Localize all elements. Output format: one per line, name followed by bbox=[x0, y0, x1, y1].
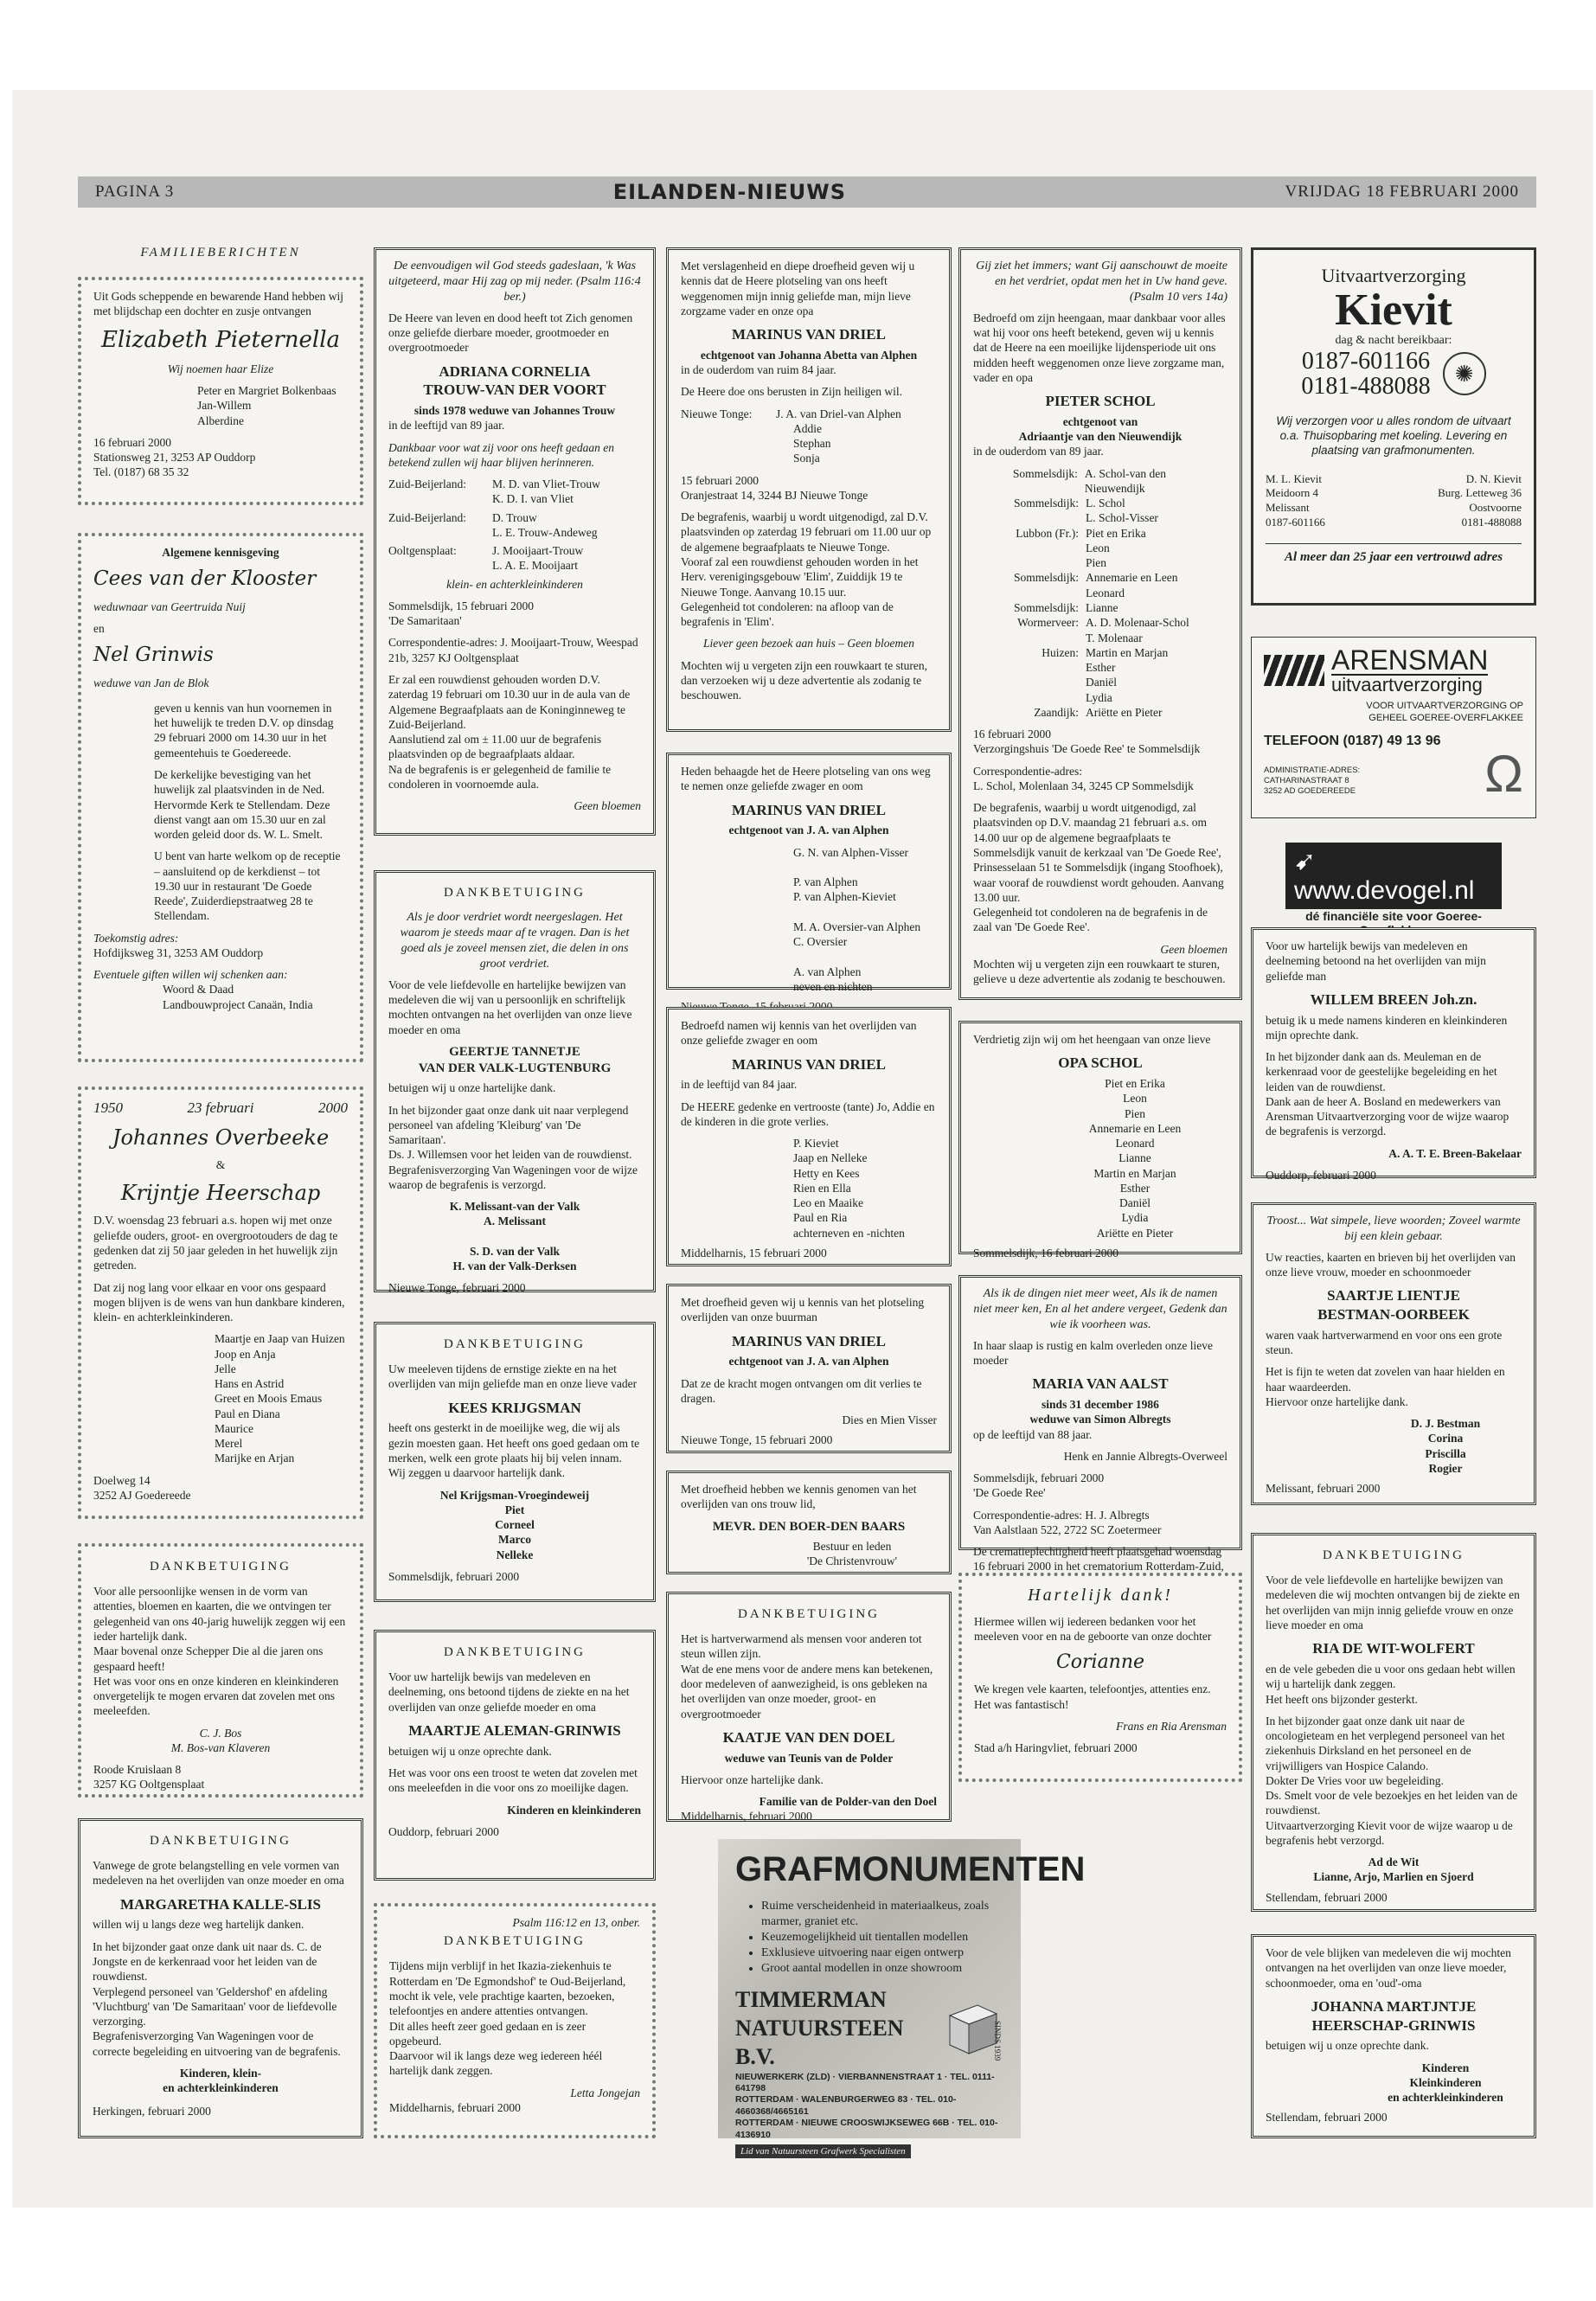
deceased-name: MEVR. DEN BOER-DEN BAARS bbox=[712, 1519, 906, 1534]
family-place: Zaandijk: bbox=[1034, 705, 1079, 719]
ad-text: De kerkelijke bevestiging van het huwelijk zal plaatsvinden in de Ned. Hervormde Kerk te Stellendam. Deze dienst vangt aan om 15.30 uur en zal worden geleid door ds. W. L. Smelt. bbox=[154, 768, 330, 842]
quote: Als je door verdriet wordt neergeslagen. Het waarom je steeds maar af te vragen. Dan is het goed als je zoveel mensen ziet, die delen in ons groot verdriet. bbox=[400, 911, 630, 971]
signature: Dies en Mien Visser bbox=[842, 1413, 937, 1427]
ad-heading: DANKBETUIGING bbox=[444, 886, 586, 900]
ad-text: Geen bloemen bbox=[1160, 942, 1227, 956]
ad-heading: Algemene kennisgeving bbox=[162, 546, 279, 559]
place-date: Melissant, februari 2000 bbox=[1266, 1482, 1381, 1496]
place-date: Nieuwe Tonge, 15 februari 2000 bbox=[681, 1433, 833, 1447]
ad-text: Wij noemen haar Elize bbox=[167, 362, 274, 375]
ad-text: De Heere van leven en dood heeft tot Zich genomen onze geliefde dierbare moeder, grootmoeder en overgrootmoeder bbox=[388, 311, 633, 355]
ad-text: Er zal een rouwdienst gehouden worden D.V. zaterdag 19 februari om 10.30 uur in de aula van de Algemene Begraafplaats aan de Koninginneweg te Zuid-Beijerland. Aanslutiend zal om ± 11.00 uur de begrafenis plaatsvinden op de begraafplaats aldaar. Na de begrafenis is er gelegenheid de familie te condoleren in voornoemde aula. bbox=[388, 673, 631, 791]
ad-subtitle: sinds 1978 weduwe van Johannes Trouw bbox=[413, 404, 616, 418]
ad-subtitle: echtgenoot van J. A. van Alphen bbox=[728, 1355, 889, 1368]
ad-text: Voor de vele liefdevolle en hartelijke bewijzen van medeleven die wij van u persoonlijk en schriftelijk mochten ontvangen na het overlijden van onze lieve moeder en oma bbox=[388, 977, 632, 1036]
arrow-logo-icon: ➹ bbox=[1294, 847, 1317, 875]
company-name: ARENSMAN bbox=[1331, 644, 1489, 676]
death-notice bbox=[666, 1007, 952, 1266]
devogel-banner[interactable] bbox=[1285, 843, 1502, 909]
ad-title: Uitvaartverzorging bbox=[1321, 265, 1466, 286]
ad-text: betuigen wij u onze oprechte dank. bbox=[388, 1744, 552, 1758]
place-date: Stellendam, februari 2000 bbox=[1266, 1890, 1388, 1904]
ad-heading: DANKBETUIGING bbox=[150, 1560, 292, 1574]
ad-text: Met droefheid hebben we kennis genomen van het overlijden van ons trouw lid, bbox=[681, 1483, 917, 1511]
ad-heading: DANKBETUIGING bbox=[444, 1645, 586, 1659]
bird-logo-icon: ✺ bbox=[1443, 352, 1486, 395]
ad-text: Mochten wij u vergeten zijn een rouwkaart te sturen, gelieve u deze advertentie als zodanig te beschouwen. bbox=[973, 957, 1226, 986]
ad-address: M. L. Kievit Meidoorn 4 Melissant 0187-601166 bbox=[1266, 471, 1325, 529]
ad-text: Met verslagenheid en diepe droefheid geven wij u kennis dat de Heere plotseling van ons heeft weggenomen mijn innig geliefde man, mijn lieve zorgzame vader en onze opa bbox=[681, 260, 915, 317]
ad-text: in de ouderdom van 89 jaar. bbox=[973, 445, 1104, 458]
thanks-notice bbox=[374, 870, 656, 1295]
ad-date: 16 februari 2000 bbox=[93, 435, 171, 449]
deceased-name: MARINUS VAN DRIEL bbox=[732, 801, 886, 818]
ad-since: SINDS 1939 bbox=[993, 2021, 1002, 2061]
thanks-notice bbox=[1251, 1202, 1536, 1505]
family-place: Nieuwe Tonge: bbox=[681, 407, 753, 420]
deceased-name: OPA SCHOL bbox=[1058, 1054, 1143, 1072]
ad-text: betuigen wij u onze oprechte dank. bbox=[1266, 2039, 1429, 2053]
ad-bullet: • Exklusieve uitvoering naar eigen ontwerp bbox=[761, 1945, 1003, 1961]
ad-text: U bent van harte welkom op de receptie – aansluitend op de kerkdienst – tot 19.30 uur in restaurant 'De Goede Reede', Zuiderdiepstraatweg 28 te Stellendam. bbox=[154, 849, 341, 923]
ad-text: De begrafenis, waarbij u wordt uitgenodigd, zal plaatsvinden op D.V. maandag 21 februari a.s. om 14.00 uur op de algemene begraafplaats te Sommelsdijk vanuit de kerkzaal van 'De Goede Ree', Prinsesselaan 51 te Sommelsdijk (ingang Stoofhoek), waar vooraf de rouwdienst wordt gehouden. Aanvang 13.00 uur. Gelegenheid tot condoleren na de begrafenis in de zaal van 'De Goede Ree'. bbox=[973, 801, 1224, 934]
signature: Ad de Wit Lianne, Arjo, Marlien en Sjoerd bbox=[1313, 1856, 1474, 1884]
ad-heading: DANKBETUIGING bbox=[150, 1834, 292, 1848]
signature: K. Melissant-van der Valk A. Melissant S. D. van der Valk H. van der Valk-Derksen bbox=[449, 1200, 580, 1273]
ad-text: Liever geen bezoek aan huis – Geen bloemen bbox=[702, 637, 915, 651]
signature: Bestuur en leden 'De Christenvrouw' bbox=[806, 1539, 898, 1567]
signature: D. J. Bestman Corina Priscilla Rogier bbox=[1410, 1417, 1481, 1475]
ad-slogan: Al meer dan 25 jaar een vertrouwd adres bbox=[1266, 543, 1522, 566]
family-place: Sommelsdijk: bbox=[1013, 497, 1079, 510]
ad-address: D. N. Kievit Burg. Letteweg 36 Oostvoorne 0181-488088 bbox=[1438, 471, 1522, 529]
death-notice bbox=[374, 247, 656, 836]
family-names: A. Schol-van den Nieuwendijk bbox=[1084, 466, 1166, 495]
anniversary-date: 23 februari bbox=[187, 1099, 254, 1116]
signature: C. J. Bos M. Bos-van Klaveren bbox=[170, 1726, 271, 1754]
phone-number: 0181-488088 bbox=[1301, 373, 1431, 401]
family-names: Annemarie en Leen Leonard bbox=[1086, 571, 1178, 599]
place-date: Ouddorp, februari 2000 bbox=[388, 1824, 499, 1838]
ad-subtitle: uitvaartverzorging bbox=[1331, 674, 1488, 695]
thanks-notice bbox=[78, 1543, 363, 1798]
ad-text: Uw meeleven tijdens de ernstige ziekte en na het overlijden van mijn geliefde man en onze lieve vader bbox=[388, 1362, 638, 1391]
masthead: EILANDEN-NIEUWS bbox=[612, 180, 847, 204]
death-notice bbox=[666, 1471, 952, 1574]
bride-name: Nel Grinwis bbox=[93, 644, 214, 667]
family-list: P. Kieviet Jaap en Nelleke Hetty en Kees Rien en Ella Leo en Maaike Paul en Ria achterneven en -nichten bbox=[793, 1137, 905, 1240]
ad-text: Vanwege de grote belangstelling en vele vormen van medeleven na het overlijden van onze moeder en oma bbox=[93, 1859, 344, 1888]
ad-text: willen wij u langs deze weg hartelijk danken. bbox=[93, 1918, 304, 1932]
family-list: G. N. van Alphen-Visser P. van Alphen P. van Alphen-Kieviet M. A. Oversier-van Alphen C. Oversier A. van Alphen neven en nichten bbox=[793, 845, 921, 993]
ad-text: Geen bloemen bbox=[574, 799, 641, 813]
place-date: Sommelsdijk, februari 2000 bbox=[388, 1569, 520, 1583]
ad-address: Hofdijksweg 31, 3253 AM Ouddorp bbox=[93, 945, 264, 959]
ad-subtitle: echtgenoot van J. A. van Alphen bbox=[728, 824, 889, 837]
family-place: Sommelsdijk: bbox=[1012, 466, 1078, 480]
signature: Henk en Jannie Albregts-Overweel bbox=[1063, 1449, 1227, 1463]
family-names: D. Trouw L. E. Trouw-Andeweg bbox=[492, 510, 598, 539]
ad-subtitle: echtgenoot van Adriaantje van den Nieuwendijk bbox=[1018, 414, 1183, 444]
issue-date: VRIJDAG 18 FEBRUARI 2000 bbox=[1285, 183, 1519, 201]
family-place: Ooltgensplaat: bbox=[388, 544, 457, 558]
ad-text: betuig ik u mede namens kinderen en kleinkinderen mijn oprechte dank. bbox=[1266, 1013, 1508, 1042]
family-place: Sommelsdijk: bbox=[1013, 600, 1079, 614]
ad-address: Doelweg 14 3252 AJ Goedereede bbox=[93, 1473, 191, 1502]
arensman-ad bbox=[1251, 637, 1536, 818]
ad-text: geven u kennis van hun voornemen in het huwelijk te treden D.V. op dinsdag 29 februari 2000 om 14.30 uur in het gemeentehuis te Goedereede. bbox=[154, 701, 334, 760]
family-place: Zuid-Beijerland: bbox=[388, 510, 466, 524]
family-names: Addie Stephan Sonja bbox=[793, 421, 831, 465]
family-names: L. Schol L. Schol-Visser bbox=[1086, 497, 1158, 525]
signature: Nel Krijgsman-Vroegindeweij Piet Corneel Marco Nelleke bbox=[439, 1488, 590, 1561]
death-notice bbox=[958, 247, 1242, 1000]
place-date: Stellendam, februari 2000 bbox=[1266, 2111, 1388, 2125]
place-date: Herkingen, februari 2000 bbox=[93, 2105, 211, 2118]
place-date: 16 februari 2000 Verzorgingshuis 'De Goede Ree' te Sommelsdijk bbox=[973, 727, 1201, 756]
ad-bullet: • Groot aantal modellen in onze showroom bbox=[761, 1961, 1003, 1977]
place-date: Middelharnis, februari 2000 bbox=[681, 1810, 812, 1823]
ad-heading: DANKBETUIGING bbox=[444, 1934, 586, 1949]
ad-text: In het bijzonder gaat onze dank uit naar verplegend personeel van afdeling 'Kleiburg' van 'De Samaritaan'. Ds. J. Willemsen voor het leiden van de rouwdienst. Begrafenisverzorging Van Wageningen voor de wijze waarop de begrafenis is verzorgd. bbox=[388, 1103, 638, 1191]
ad-subtitle: sinds 31 december 1986 weduwe van Simon Albregts bbox=[1029, 1398, 1171, 1426]
ad-text: Eventuele giften willen wij schenken aan: bbox=[93, 968, 288, 982]
ad-address: Correspondentie-adres: J. Mooijaart-Trouw, Weespad 21b, 3257 KJ Ooltgensplaat bbox=[388, 636, 638, 664]
ad-text: Hiervoor onze hartelijke dank. bbox=[681, 1772, 824, 1786]
deceased-name: WILLEM BREEN Joh.zn. bbox=[1310, 990, 1477, 1008]
birth-announcement bbox=[78, 277, 363, 505]
ad-address: Roode Kruislaan 8 3257 KG Ooltgensplaat bbox=[93, 1763, 205, 1791]
ad-text: Voor de vele blijken van medeleven die wij mochten ontvangen na het overlijden van onze lieve moeder, schoonmoeder, oma en 'oud'-oma bbox=[1266, 1946, 1511, 1990]
ad-subtitle: weduwe van Teunis van de Polder bbox=[724, 1751, 894, 1765]
death-notice bbox=[666, 247, 952, 732]
ad-heading: Hartelijk dank! bbox=[1028, 1586, 1173, 1605]
devogel-ad bbox=[1285, 843, 1502, 937]
ad-text: Dat zij nog lang voor elkaar en voor ons gespaard mogen blijven is de wens van hun dankbare kinderen, klein- en achterkleinkinderen. bbox=[93, 1280, 345, 1324]
ad-text: betuigen wij u onze hartelijke dank. bbox=[388, 1081, 556, 1095]
deceased-name: GEERTJE TANNETJE VAN DER VALK-LUGTENBURG bbox=[418, 1044, 612, 1076]
deceased-name: KEES KRIJGSMAN bbox=[448, 1399, 581, 1416]
death-notice bbox=[958, 1021, 1242, 1259]
ad-address: Stationsweg 21, 3253 AP Ouddorp Tel. (0187) 68 35 32 bbox=[93, 451, 256, 479]
quote: Dankbaar voor wat zij voor ons heeft gedaan en betekend zullen wij haar blijven herinneren. bbox=[388, 440, 614, 469]
ad-text: Bedroefd namen wij kennis van het overlijden van onze geliefde zwager en oom bbox=[681, 1019, 917, 1048]
family-list: Piet en Erika Leon Pien Annemarie en Leen Leonard Lianne Martin en Marjan Esther Daniël Lydia Ariëtte en Pieter bbox=[1088, 1077, 1182, 1240]
family-list: Maartje en Jaap van Huizen Joop en Anja Jelle Hans en Astrid Greet en Moois Emaus Paul en Diana Maurice Merel Marijke en Arjan bbox=[215, 1332, 345, 1465]
ad-address: Correspondentie-adres: H. J. Albregts Van Aalstlaan 522, 2722 SC Zoetermeer bbox=[973, 1508, 1162, 1536]
ad-address: ADMINISTRATIE-ADRES: CATHARINASTRAAT 8 3252 AD GOEDEREEDE bbox=[1264, 766, 1361, 797]
ad-bullet: • Ruime verscheidenheid in materiaalkeus, zoals marmer, graniet etc. bbox=[761, 1899, 1003, 1930]
phone-number: 0187-601166 bbox=[1301, 348, 1431, 375]
deceased-name: SAARTJE LIENTJE BESTMAN-OORBEEK bbox=[1317, 1287, 1470, 1324]
death-notice bbox=[666, 753, 952, 993]
signature: Kinderen en kleinkinderen bbox=[507, 1803, 641, 1817]
husband-name: Johannes Overbeeke bbox=[112, 1125, 330, 1150]
ad-text: Dat ze de kracht mogen ontvangen om dit verlies te dragen. bbox=[681, 1376, 922, 1405]
ad-text: Tijdens mijn verblijf in het Ikazia-ziekenhuis te Rotterdam en 'De Egmondshof' te Oud-Beijerland, mocht ik vele, vele prachtige kaarten, bezoeken, telefoontjes en andere attenties ontvangen. Dit alles heeft zeer goed gedaan en is zeer opgebeurd. Daarvoor wil ik langs deze weg iedereen héél hartelijk dank zeggen. bbox=[389, 1959, 626, 2078]
deceased-name: MARINUS VAN DRIEL bbox=[732, 1055, 886, 1073]
ad-text: klein- en achterkleinkinderen bbox=[446, 577, 583, 591]
column-2 bbox=[374, 242, 656, 2180]
ad-text: dag & nacht bereikbaar: bbox=[1335, 334, 1452, 348]
ad-text: D.V. woensdag 23 februari a.s. hopen wij met onze geliefde ouders, groot- en overgrootouders de dag te gedenken dat zij 50 jaar geleden in het huwelijk zijn getreden. bbox=[93, 1214, 338, 1272]
ad-text: in de ouderdom van ruim 84 jaar. bbox=[681, 363, 836, 377]
deceased-name: JOHANNA MARTJNTJE HEERSCHAP-GRINWIS bbox=[1311, 1997, 1477, 2034]
signature: Kinderen, klein- en achterkleinkinderen bbox=[163, 2066, 279, 2095]
signature: Familie van de Polder-van den Doel bbox=[759, 1795, 937, 1809]
ad-text: De crematieplechtigheid heeft plaatsgehad woensdag 16 februari 2000 in het crematorium Rotterdam-Zuid, bbox=[973, 1545, 1224, 1574]
ad-url: www.devogel.nl bbox=[1294, 876, 1475, 905]
ad-text: Hiermee willen wij iedereen bedanken voor het meeleven voor en na de geboorte van onze dochter bbox=[974, 1614, 1212, 1643]
family-names: Piet en Erika Leon Pien bbox=[1086, 526, 1146, 570]
ad-text: Uw reacties, kaarten en brieven bij het overlijden van onze lieve vrouw, moeder en schoonmoeder bbox=[1266, 1250, 1516, 1279]
ad-text: op de leeftijd van 88 jaar. bbox=[973, 1427, 1093, 1441]
family-names: A. D. Molenaar-Schol T. Molenaar bbox=[1086, 616, 1189, 644]
family-names: Martin en Marjan Esther Daniël Lydia bbox=[1086, 645, 1169, 704]
ad-text: Verdrietig zijn wij om het heengaan van onze lieve bbox=[973, 1033, 1211, 1046]
deceased-name: KAATJE VAN DEN DOEL bbox=[722, 1728, 895, 1746]
deceased-name: MARGARETHA KALLE-SLIS bbox=[120, 1895, 321, 1913]
place-date: Ouddorp, februari 2000 bbox=[1266, 1168, 1376, 1182]
ad-text: Toekomstig adres: bbox=[93, 931, 179, 945]
ad-title: GRAFMONUMENTEN bbox=[735, 1850, 1086, 1888]
ad-text: en de vele gebeden die u voor ons gedaan hebt willen wij u hartelijk dank zeggen. Het heeft ons bijzonder gesterkt. bbox=[1266, 1663, 1516, 1706]
ad-text: VOOR UITVAARTVERZORGING OP GEHEEL GOEREE-OVERFLAKKEE bbox=[1366, 701, 1523, 724]
family-place: Huizen: bbox=[1042, 645, 1079, 659]
signature: Letta Jongejan bbox=[570, 2086, 640, 2099]
ad-text: Met droefheid geven wij u kennis van het plotseling overlijden van onze buurman bbox=[681, 1296, 925, 1324]
parents: Peter en Margriet Bolkenbaas Jan-Willem Alberdine bbox=[197, 384, 337, 427]
quote: Troost... Wat simpele, lieve woorden; Zoveel warmte bij een klein gebaar. bbox=[1266, 1215, 1521, 1243]
deceased-name: MARINUS VAN DRIEL bbox=[732, 326, 886, 343]
place-date: Stad a/h Haringvliet, februari 2000 bbox=[974, 1741, 1138, 1755]
ad-text: in de leeftijd van 89 jaar. bbox=[388, 419, 505, 433]
ad-text: Het is hartverwarmend als mensen voor anderen tot steun willen zijn. Wat de ene mens voor de andere mens kan betekenen, door medeleven of aanwezigheid, is ons gebleken na het overlijden van onze moeder, groot- en overgrootmoeder bbox=[681, 1632, 933, 1721]
thanks-notice bbox=[958, 1573, 1242, 1782]
family-names: Ariëtte en Pieter bbox=[1086, 705, 1163, 719]
groom-name: Cees van der Klooster bbox=[93, 567, 317, 591]
company-name: Kievit bbox=[1335, 285, 1452, 336]
thanks-notice bbox=[374, 1903, 656, 2138]
family-place: Zuid-Beijerland: bbox=[388, 478, 466, 491]
ad-text: Het is fijn te weten dat zovelen van haar hielden en haar waardeerden. Hiervoor onze hartelijke dank. bbox=[1266, 1365, 1505, 1408]
quote: Psalm 116:12 en 13, onber. bbox=[512, 1916, 640, 1929]
company-address: NIEUWERKERK (ZLD) · VIERBANNENSTRAAT 1 · TEL. 0111-641798 ROTTERDAM · WALENBURGERWEG 83 · TEL. 010-4660368/4665161 ROTTERDAM · NIEUWE CROOSWIJKSEWEG 66B · TEL. 010-4136910 bbox=[735, 2071, 998, 2140]
deceased-name: ADRIANA CORNELIA TROUW-VAN DER VOORT bbox=[423, 362, 606, 399]
column-5 bbox=[1251, 242, 1536, 2180]
family-names: J. Mooijaart-Trouw L. A. E. Mooijaart bbox=[492, 544, 584, 573]
ad-text: en bbox=[93, 621, 105, 635]
ad-text: In het bijzonder dank aan ds. Meuleman en de kerkenraad voor de geestelijke begeleiding en het leiden van de rouwdienst. Dank aan de heer A. Bosland en medewerkers van Arensman Uitvaartverzorging voor de wijze waarop de begrafenis is verzorgd. bbox=[1266, 1050, 1509, 1138]
family-place: Wormerveer: bbox=[1017, 616, 1079, 630]
ad-text: in de leeftijd van 84 jaar. bbox=[681, 1078, 798, 1092]
ad-text: heeft ons gesterkt in de moeilijke weg, die wij als gezin moesten gaan. Het heeft ons goed gedaan om te merken, welk een grote plaats hij bij velen innam. Wij zeggen u daarvoor hartelijk dank. bbox=[388, 1421, 640, 1480]
ad-text: Heden behaagde het de Heere plotseling van ons weg te nemen onze geliefde zwager en oom bbox=[681, 765, 931, 793]
family-place: Sommelsdijk: bbox=[1013, 571, 1079, 585]
ad-text: Voor de vele liefdevolle en hartelijke bewijzen van medeleven die wij mochten ontvangen bij de ziekte en het overlijden van mijn innig geliefde vrouw en onze lieve moeder en oma bbox=[1266, 1574, 1520, 1631]
family-names: J. A. van Driel-van Alphen bbox=[776, 407, 901, 420]
ad-text: weduwnaar van Geertruida Nuij bbox=[93, 599, 246, 613]
omega-icon: Ω bbox=[1484, 744, 1523, 803]
thanks-notice bbox=[374, 1630, 656, 1881]
deceased-name: MARIA VAN AALST bbox=[1032, 1375, 1169, 1393]
child-name: Elizabeth Pieternella bbox=[100, 326, 341, 353]
quote: Gij ziet het immers; want Gij aanschouwt de moeite en het verdriet, opdat men het in Uw hand geve. (Psalm 10 vers 14a) bbox=[976, 260, 1227, 304]
ad-text: In haar slaap is rustig en kalm overleden onze lieve moeder bbox=[973, 1338, 1214, 1367]
ad-text: Mochten wij u vergeten zijn een rouwkaart te sturen, dan verzoeken wij u deze advertentie als zodanig te beschouwen. bbox=[681, 658, 928, 702]
ad-heading: DANKBETUIGING bbox=[738, 1607, 880, 1621]
ad-subtitle: echtgenoot van Johanna Abetta van Alphen bbox=[700, 348, 918, 362]
child-name: Corianne bbox=[1055, 1651, 1145, 1674]
family-names: Lianne bbox=[1086, 600, 1118, 614]
thanks-notice bbox=[1251, 1934, 1536, 2138]
ad-text: Het was voor ons een troost te weten dat zovelen met ons meeleefden in die voor ons zo moeilijke dagen. bbox=[388, 1766, 638, 1795]
ad-text: De begrafenis, waarbij u wordt uitgenodigd, zal D.V. plaatsvinden op zaterdag 19 februari om 11.00 uur op de algemene begraafplaats te Nieuwe Tonge. Vooraf zal een rouwdienst gehouden worden in het Herv. verenigingsgebouw 'Elim', Zuiddijk 19 te Nieuwe Tonge. Aanvang 10.15 uur. Gelegenheid tot condoleren: na afloop van de begrafenis in 'Elim'. bbox=[681, 510, 932, 629]
quote: Als ik de dingen niet meer weet, Als ik de namen niet meer ken, En al het andere vergeet, Gedenk dan wie ik voorheen was. bbox=[973, 1287, 1227, 1331]
column-4 bbox=[958, 242, 1242, 2180]
year-start: 1950 bbox=[93, 1099, 123, 1116]
thanks-notice bbox=[1251, 1533, 1536, 1912]
ad-text: In het bijzonder gaat onze dank uit naar de oncologieteam en het verplegend personeel van het ziekenhuis Dirksland en het personeel en de vrijwilligers van Hospice Calando. Dokter De Vries voor uw begeleiding. Ds. Smelt voor de vele bezoekjes en het leiden van de rouwdienst. Uitvaartverzorging Kievit voor de wijze waarop u de begrafenis hebt verzorgd. bbox=[1266, 1714, 1518, 1847]
death-notice bbox=[666, 1284, 952, 1453]
thanks-notice bbox=[374, 1322, 656, 1602]
signature: Frans en Ria Arensman bbox=[1116, 1719, 1227, 1733]
deceased-name: PIETER SCHOL bbox=[1045, 393, 1156, 410]
place-date: Sommelsdijk, 16 februari 2000 bbox=[973, 1246, 1118, 1259]
ad-text: Woord & Daad Landbouwproject Canaän, India bbox=[163, 983, 313, 1011]
place-date: 15 februari 2000 Oranjestraat 14, 3244 BJ Nieuwe Tonge bbox=[681, 473, 869, 502]
ad-text: Uit Gods scheppende en bewarende Hand hebben wij met blijdschap een dochter en zusje ontvangen bbox=[93, 290, 344, 318]
arensman-logo-icon bbox=[1264, 655, 1324, 686]
ad-heading: DANKBETUIGING bbox=[1323, 1548, 1465, 1562]
ad-text: Voor alle persoonlijke wensen in de vorm van attenties, bloemen en kaarten, die we ontvingen ter gelegenheid van ons 40-jarig huwelijk zeggen wij een ieder hartelijk dank. Maar bovenal onze Schepper Die al die jaren ons gespaard heeft! Het was voor ons en onze kinderen en kleinkinderen onvergetelijk te mogen ervaren dat zovelen met ons meeleefden. bbox=[93, 1585, 346, 1718]
deceased-name: MAARTJE ALEMAN-GRINWIS bbox=[408, 1721, 621, 1739]
ad-text: De Heere doe ons berusten in Zijn heiligen wil. bbox=[681, 385, 903, 399]
page-number: PAGINA 3 bbox=[95, 183, 175, 201]
thanks-notice bbox=[666, 1592, 952, 1822]
ad-bullet: • Keuzemogelijkheid uit tientallen modellen bbox=[761, 1930, 1003, 1945]
section-title: FAMILIEBERICHTEN bbox=[140, 246, 301, 260]
family-place: Lubbon (Fr.): bbox=[1016, 526, 1079, 540]
ad-text: We kregen vele kaarten, telefoontjes, attenties enz. Het was fantastisch! bbox=[974, 1682, 1211, 1711]
thanks-notice bbox=[1251, 927, 1536, 1182]
kievit-ad bbox=[1251, 247, 1536, 606]
column-1 bbox=[78, 242, 363, 2180]
ad-text: & bbox=[215, 1158, 226, 1172]
page-header bbox=[78, 176, 1536, 208]
ad-subtitle: dé financiële site voor Goeree- bbox=[1305, 909, 1482, 923]
thanks-notice bbox=[78, 1818, 363, 2138]
wedding-announcement bbox=[78, 533, 363, 1062]
family-names: M. D. van Vliet-Trouw K. D. I. van Vliet bbox=[492, 478, 600, 506]
ad-text: De HEERE gedenke en vertrooste (tante) Jo, Addie en de kinderen in die grote verlies. bbox=[681, 1099, 935, 1128]
place-date: Sommelsdijk, 15 februari 2000 'De Samaritaan' bbox=[388, 599, 534, 628]
ad-text: Voor uw hartelijk bewijs van medeleven en deelneming betoond na het overlijden van mijn geliefde man bbox=[1266, 939, 1486, 983]
place-date: Sommelsdijk, februari 2000 'De Goede Ree' bbox=[973, 1471, 1105, 1500]
death-notice bbox=[958, 1275, 1242, 1574]
quote: De eenvoudigen wil God steeds gadeslaan, 'k Was uitgeteerd, maar Hij zag op mij neder. (Psalm 116:4 ber.) bbox=[388, 260, 641, 304]
deceased-name: RIA DE WIT-WOLFERT bbox=[1312, 1640, 1475, 1657]
ad-address: Correspondentie-adres: L. Schol, Molenlaan 34, 3245 CP Sommelsdijk bbox=[973, 764, 1194, 792]
ad-text: Voor uw hartelijk bewijs van medeleven en deelneming, ons betoond tijdens de ziekte en na het overlijden van onze geliefde moeder en oma bbox=[388, 1670, 630, 1714]
ad-text: In het bijzonder gaat onze dank uit naar ds. C. de Jongste en de kerkenraad voor het leiden van de rouwdienst. Verplegend personeel van 'Geldershof' en afdeling 'Vluchtburg' van 'De Samaritaan' voor de liefdevolle verzorging. Begrafenisverzorging Van Wageningen voor de correcte begeleiding en uitvoering van de begrafenis. bbox=[93, 1939, 341, 2058]
place-date: Nieuwe Tonge, februari 2000 bbox=[388, 1281, 526, 1295]
wife-name: Krijntje Heerschap bbox=[120, 1180, 321, 1205]
anniversary-announcement bbox=[78, 1086, 363, 1519]
ad-slogan: Wij verzorgen voor u alles rondom de uitvaart o.a. Thuisopbaring met koeling. Levering en plaatsing van grafmonumenten. bbox=[1276, 413, 1511, 458]
phone-number: TELEFOON (0187) 49 13 96 bbox=[1264, 734, 1441, 749]
place-date: Middelharnis, februari 2000 bbox=[389, 2100, 521, 2114]
signature: A. A. T. E. Breen-Bakelaar bbox=[1388, 1146, 1522, 1160]
ad-tagline: Lid van Natuursteen Grafwerk Specialisten bbox=[735, 2144, 911, 2158]
deceased-name: MARINUS VAN DRIEL bbox=[732, 1332, 886, 1349]
company-name: TIMMERMAN NATUURSTEEN B.V. bbox=[735, 1986, 904, 2070]
ad-text: Bedroefd om zijn heengaan, maar dankbaar voor alles wat hij voor ons heeft betekend, geven wij u kennis dat de Heere na een moeilijke lijdensperiode uit ons midden heeft weggenomen onze lieve zorgzame man, vader en opa bbox=[973, 311, 1226, 384]
ad-heading: DANKBETUIGING bbox=[444, 1337, 586, 1351]
ad-text: weduwe van Jan de Blok bbox=[93, 676, 209, 689]
year-end: 2000 bbox=[317, 1099, 348, 1116]
place-date: Middelharnis, 15 februari 2000 bbox=[681, 1246, 827, 1259]
signature: Kinderen Kleinkinderen en achterkleinkinderen bbox=[1388, 2061, 1503, 2105]
ad-text: waren vaak hartverwarmend en voor ons een grote steun. bbox=[1266, 1328, 1503, 1357]
